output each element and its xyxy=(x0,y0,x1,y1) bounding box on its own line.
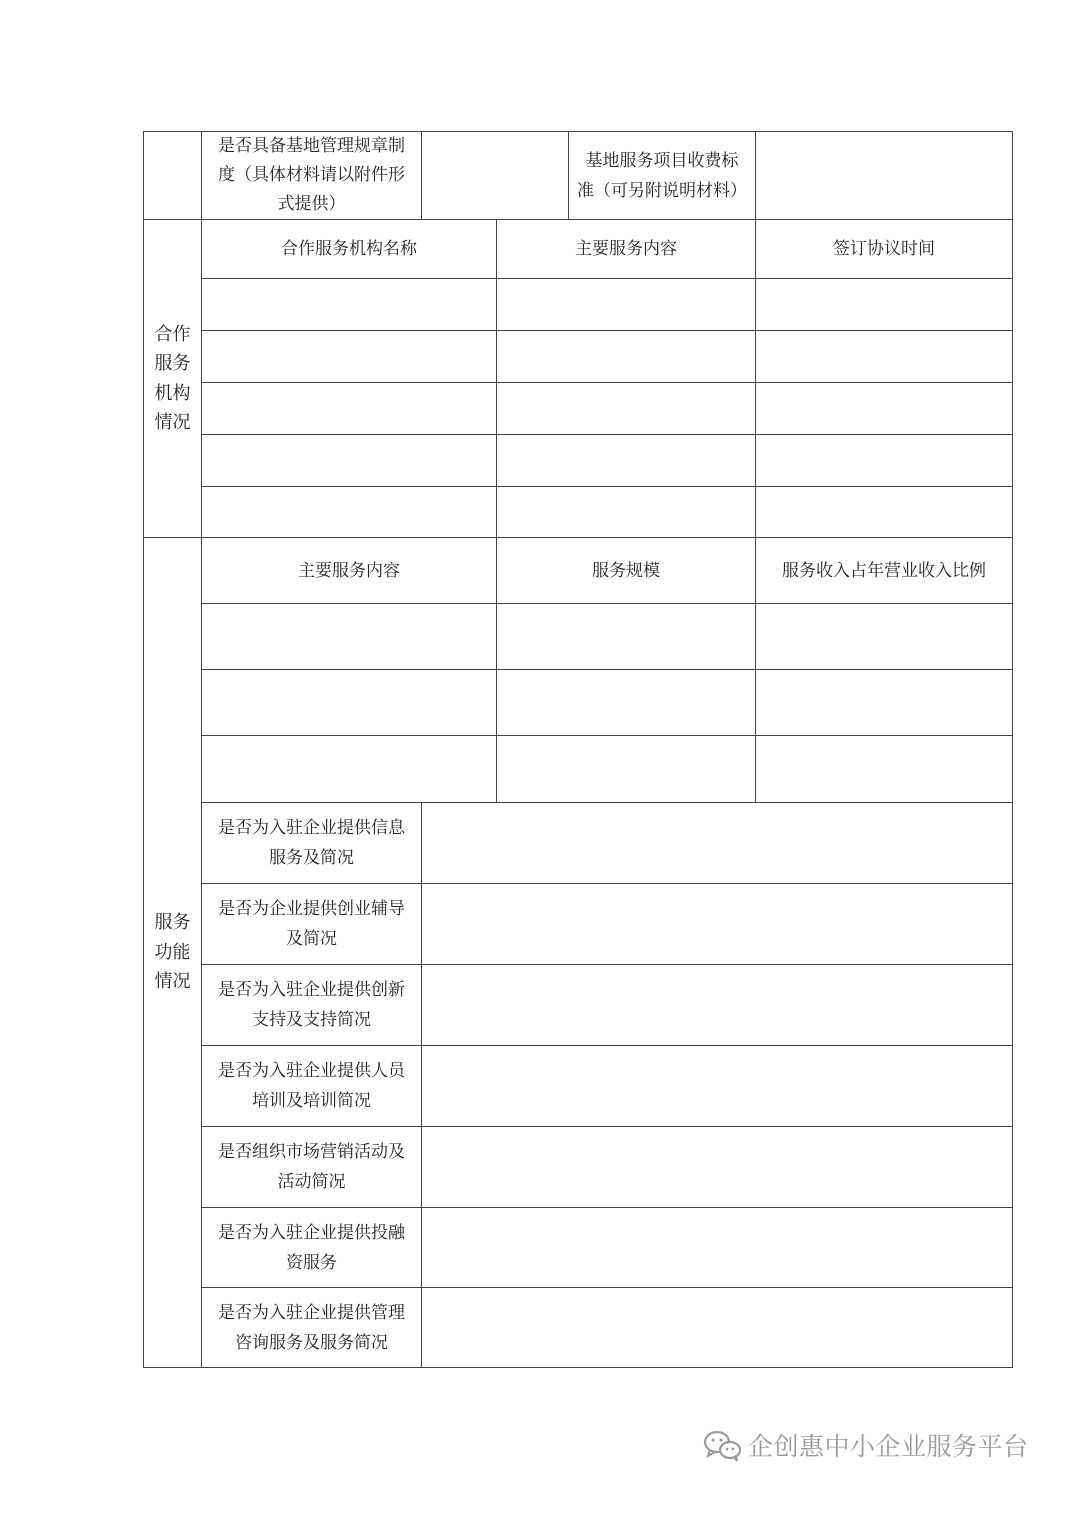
question-line: 是否为入驻企业提供人员 xyxy=(218,1061,405,1081)
agreement-date-field[interactable] xyxy=(756,383,1012,434)
service-content-field[interactable] xyxy=(497,487,755,537)
column-header: 服务收入占年营业收入比例 xyxy=(782,560,986,581)
innovation-support-answer-field[interactable] xyxy=(422,965,1012,1045)
staff-training-question xyxy=(202,1046,421,1126)
agreement-date-field[interactable] xyxy=(756,487,1012,537)
fee-standard-question xyxy=(569,132,755,219)
agreement-date-field[interactable] xyxy=(756,279,1012,330)
column-header: 主要服务内容 xyxy=(298,560,400,581)
question-line: 活动简况 xyxy=(277,1172,346,1192)
question-line: 是否为入驻企业提供信息 xyxy=(218,818,405,838)
question-line: 咨询服务及服务简况 xyxy=(235,1332,388,1353)
question-line: 基地服务项目收费标 xyxy=(585,150,739,171)
org-name-field[interactable] xyxy=(202,435,496,486)
staff-training-answer-field[interactable] xyxy=(422,1046,1012,1126)
management-consulting-question xyxy=(202,1288,421,1367)
service-scale-field[interactable] xyxy=(497,670,755,735)
financing-service-question xyxy=(202,1208,421,1287)
question-line: 度（具体材料请以附件形 xyxy=(218,165,405,185)
column-header: 主要服务内容 xyxy=(575,239,677,259)
org-name-field[interactable] xyxy=(202,331,496,382)
column-header: 签订协议时间 xyxy=(833,239,935,259)
wechat-icon xyxy=(702,1428,742,1462)
revenue-ratio-field[interactable] xyxy=(756,736,1012,802)
marketing-activity-answer-field[interactable] xyxy=(422,1127,1012,1207)
service-scale-field[interactable] xyxy=(497,736,755,802)
question-line: 培训及培训简况 xyxy=(252,1091,371,1111)
service-content-field[interactable] xyxy=(497,435,755,486)
rules-answer-field[interactable] xyxy=(422,132,568,219)
info-service-answer-field[interactable] xyxy=(422,803,1012,883)
fee-standard-answer-field[interactable] xyxy=(756,132,1012,219)
org-name-field[interactable] xyxy=(202,487,496,537)
question-line: 服务及简况 xyxy=(269,848,354,868)
question-line: 准（可另附说明材料） xyxy=(577,180,747,201)
watermark xyxy=(702,1425,1029,1465)
cooperation-section-label xyxy=(144,220,201,537)
rules-question xyxy=(202,132,421,219)
org-name-field[interactable] xyxy=(202,279,496,330)
column-header: 合作服务机构名称 xyxy=(281,239,417,259)
startup-guidance-answer-field[interactable] xyxy=(422,884,1012,964)
question-line: 是否为企业提供创业辅导 xyxy=(218,899,405,919)
application-form-table xyxy=(143,131,1013,1368)
agreement-date-field[interactable] xyxy=(756,435,1012,486)
service-function-section-label xyxy=(144,538,201,1367)
question-line: 式提供） xyxy=(277,194,346,214)
question-line: 支持及支持简况 xyxy=(252,1010,371,1030)
question-line: 是否具备基地管理规章制 xyxy=(218,136,405,156)
question-line: 是否为入驻企业提供创新 xyxy=(218,980,405,1000)
service-content-field[interactable] xyxy=(497,279,755,330)
section-label-text: 服务功能情况 xyxy=(154,912,191,993)
watermark-text: 企创惠中小企业服务平台 xyxy=(748,1432,1029,1461)
info-service-question xyxy=(202,803,421,883)
service-scale-field[interactable] xyxy=(497,604,755,669)
service-content-field[interactable] xyxy=(497,331,755,382)
question-line: 是否为入驻企业提供投融 xyxy=(218,1222,405,1243)
question-line: 资服务 xyxy=(286,1252,337,1273)
column-header: 服务规模 xyxy=(592,560,660,581)
financing-service-answer-field[interactable] xyxy=(422,1208,1012,1287)
question-line: 是否组织市场营销活动及 xyxy=(218,1142,405,1162)
section-label-text: 合作服务机构情况 xyxy=(154,323,191,433)
management-consulting-answer-field[interactable] xyxy=(422,1288,1012,1367)
startup-guidance-question xyxy=(202,884,421,964)
innovation-support-question xyxy=(202,965,421,1045)
service-content-field[interactable] xyxy=(202,604,496,669)
service-content-field[interactable] xyxy=(497,383,755,434)
agreement-date-field[interactable] xyxy=(756,331,1012,382)
service-content-field[interactable] xyxy=(202,670,496,735)
org-name-field[interactable] xyxy=(202,383,496,434)
question-line: 是否为入驻企业提供管理 xyxy=(218,1302,405,1323)
marketing-activity-question xyxy=(202,1127,421,1207)
question-line: 及简况 xyxy=(286,929,337,949)
revenue-ratio-field[interactable] xyxy=(756,670,1012,735)
service-content-field[interactable] xyxy=(202,736,496,802)
revenue-ratio-field[interactable] xyxy=(756,604,1012,669)
